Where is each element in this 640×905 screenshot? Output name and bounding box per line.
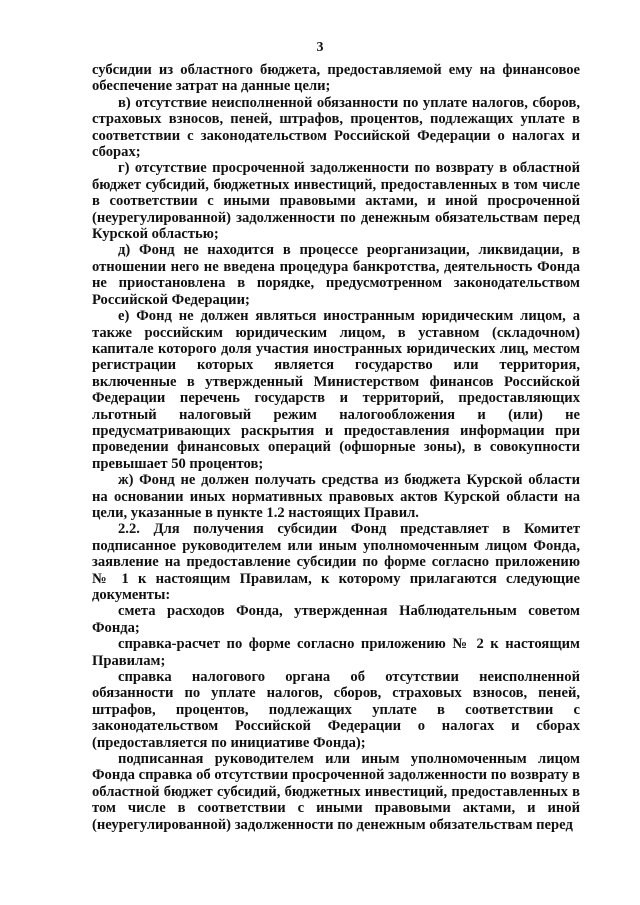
paragraph-item-v: в) отсутствие неисполненной обязанности по уплате налогов, сборов, страховых взносов, пеней, штрафов, процентов, подлежащих уплате в соответствии с законодательством Российской Федерации о налогах и сборах; [92, 94, 580, 161]
paragraph-tax-certificate: справка налогового органа об отсутствии неисполненной обязанности по уплате налогов, сборов, страховых взносов, пеней, штрафов, процентов, подлежащих уплате в соответствии с законодательством Российской Федерации о налогах и сборах (предоставляется по инициативе Фонда); [92, 669, 580, 751]
page-number: 3 [316, 40, 324, 55]
paragraph-item-zh: ж) Фонд не должен получать средства из бюджета Курской области на основании иных нормативных правовых актов Курской области на цели, указанные в пункте 1.2 настоящих Правил. [92, 472, 580, 521]
paragraph-calculation-certificate: справка-расчет по форме согласно приложению № 2 к настоящим Правилам; [92, 636, 580, 669]
paragraph-item-e: е) Фонд не должен являться иностранным юридическим лицом, а также российским юридическим лицом, в уставном (складочном) капитале которого доля участия иностранных юридических лиц, местом регистрации которых является государство или территория, включенные в утвержденный Министерством финансов Российской Федерации перечень государств и территорий, предоставляющих льготный налоговый режим налогообложения и (или) не предусматривающих раскрытия и предоставления информации при проведении финансовых операций (офшорные зоны), в совокупности превышает 50 процентов; [92, 308, 580, 472]
paragraph-section-2-2: 2.2. Для получения субсидии Фонд представляет в Комитет подписанное руководителем или иным уполномоченным лицом Фонда, заявление на предоставление субсидии по форме согласно приложению № 1 к настоящим Правилам, к которому прилагаются следующие документы: [92, 521, 580, 603]
paragraph-budget-estimate: смета расходов Фонда, утвержденная Наблюдательным советом Фонда; [92, 603, 580, 636]
paragraph-item-g: г) отсутствие просроченной задолженности по возврату в областной бюджет субсидий, бюджетных инвестиций, предоставленных в том числе в соответствии с иными правовыми актами, и иной просроченной (неурегулированной) задолженности по денежным обязательствам перед Курской областью; [92, 160, 580, 243]
document-body [92, 62, 580, 833]
paragraph-subsidy-continuation: субсидии из областного бюджета, предоставляемой ему на финансовое обеспечение затрат на данные цели; [92, 62, 580, 95]
paragraph-item-d: д) Фонд не находится в процессе реорганизации, ликвидации, в отношении него не введена процедура банкротства, деятельность Фонда не приостановлена в порядке, предусмотренном законодательством Российской Федерации; [92, 242, 580, 308]
paragraph-debt-certificate: подписанная руководителем или иным уполномоченным лицом Фонда справка об отсутствии просроченной задолженности по возврату в областной бюджет субсидий, бюджетных инвестиций, предоставленных в том числе в соответствии с иными правовыми актами, и иной (неурегулированной) задолженности по денежным обязательствам перед [92, 751, 580, 833]
